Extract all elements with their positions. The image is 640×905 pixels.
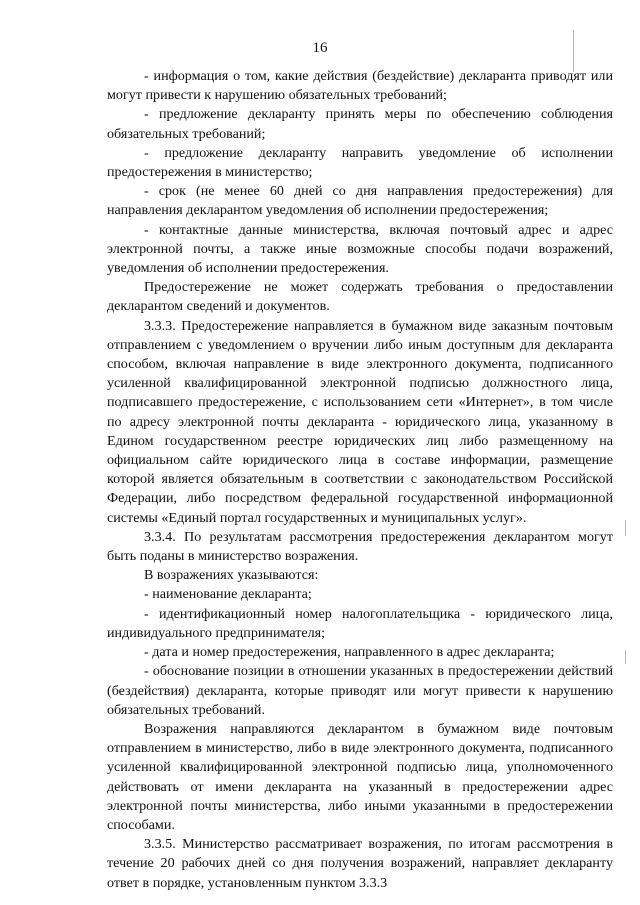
paragraph-clause-3-3-4: 3.3.4. По результатам рассмотрения предостережения декларантом могут быть поданы в министерство возражения. xyxy=(107,528,613,565)
page-number: 16 xyxy=(312,40,328,56)
list-item-declarant-name: - наименование декларанта; xyxy=(144,586,312,603)
document-body xyxy=(107,67,613,893)
list-item-position-justification: - обоснование позиции в отношении указанных в предостережении действий (бездействия) декларанта, которые приводят или могут привести к нарушению обязательных требований. xyxy=(107,663,613,718)
paragraph-warning-restriction: Предостережение не может содержать требования о предоставлении декларантом сведений и документов. xyxy=(107,279,613,315)
scan-artifact-line xyxy=(625,650,626,664)
list-item-deadline: - срок (не менее 60 дней со дня направления предостережения) для направления декларантом уведомления об исполнении предостережения; xyxy=(107,183,613,219)
list-item-violations-info: - информация о том, какие действия (бездействие) декларанта приводят или могут привести к нарушению обязательных требований; xyxy=(107,68,613,104)
paragraph-clause-3-3-5: 3.3.5. Министерство рассматривает возражения, по итогам рассмотрения в течение 20 рабочих дней со дня получения возражений, направляет декларанту ответ в порядке, установленным пунктом 3.3.3 xyxy=(107,836,613,891)
list-item-notification-proposal: - предложение декларанту направить уведомление об исполнении предостережения в министерство; xyxy=(107,144,613,181)
list-item-contact-details: - контактные данные министерства, включая почтовый адрес и адрес электронной почты, а также иные возможные способы подачи возражений, уведомления об исполнении предостережения. xyxy=(107,221,613,277)
list-item-compliance-proposal: - предложение декларанту принять меры по обеспечению соблюдения обязательных требований; xyxy=(107,106,613,142)
paragraph-clause-3-3-3: 3.3.3. Предостережение направляется в бумажном виде заказным почтовым отправлением с уведомлением о вручении либо иным доступным для декларанта способом, включая направление в виде электронного документа, подписанного усиленной квалифицированной электронной подписью должностного лица, подписавшего предостережение, с использованием сети «Интернет», в том числе по адресу электронной почты декларанта - юридического лица, указанному в Едином государственном реестре юридических лиц либо размещенному на официальном сайте юридического лица в составе информации, размещение которой является обязательным в соответствии с законодательством Российской Федерации, либо посредством федеральной государственной информационной системы «Единый портал государственных и муниципальных услуг». xyxy=(107,317,613,526)
list-item-taxpayer-id: - идентификационный номер налогоплательщика - юридического лица, индивидуального предпринимателя; xyxy=(107,605,613,641)
scan-artifact-line xyxy=(625,520,626,536)
list-item-warning-date-number: - дата и номер предостережения, направленного в адрес декларанта; xyxy=(144,644,555,661)
paragraph-objections-heading: В возражениях указываются: xyxy=(144,567,319,584)
paragraph-objections-submission: Возражения направляются декларантом в бумажном виде почтовым отправлением в министерство, либо в виде электронного документа, подписанного усиленной квалифицированной электронной подписью лица, уполномоченного действовать от имени декларанта на указанный в предостережении адрес электронной почты министерства, либо иными указанными в предостережении способами. xyxy=(107,720,613,833)
